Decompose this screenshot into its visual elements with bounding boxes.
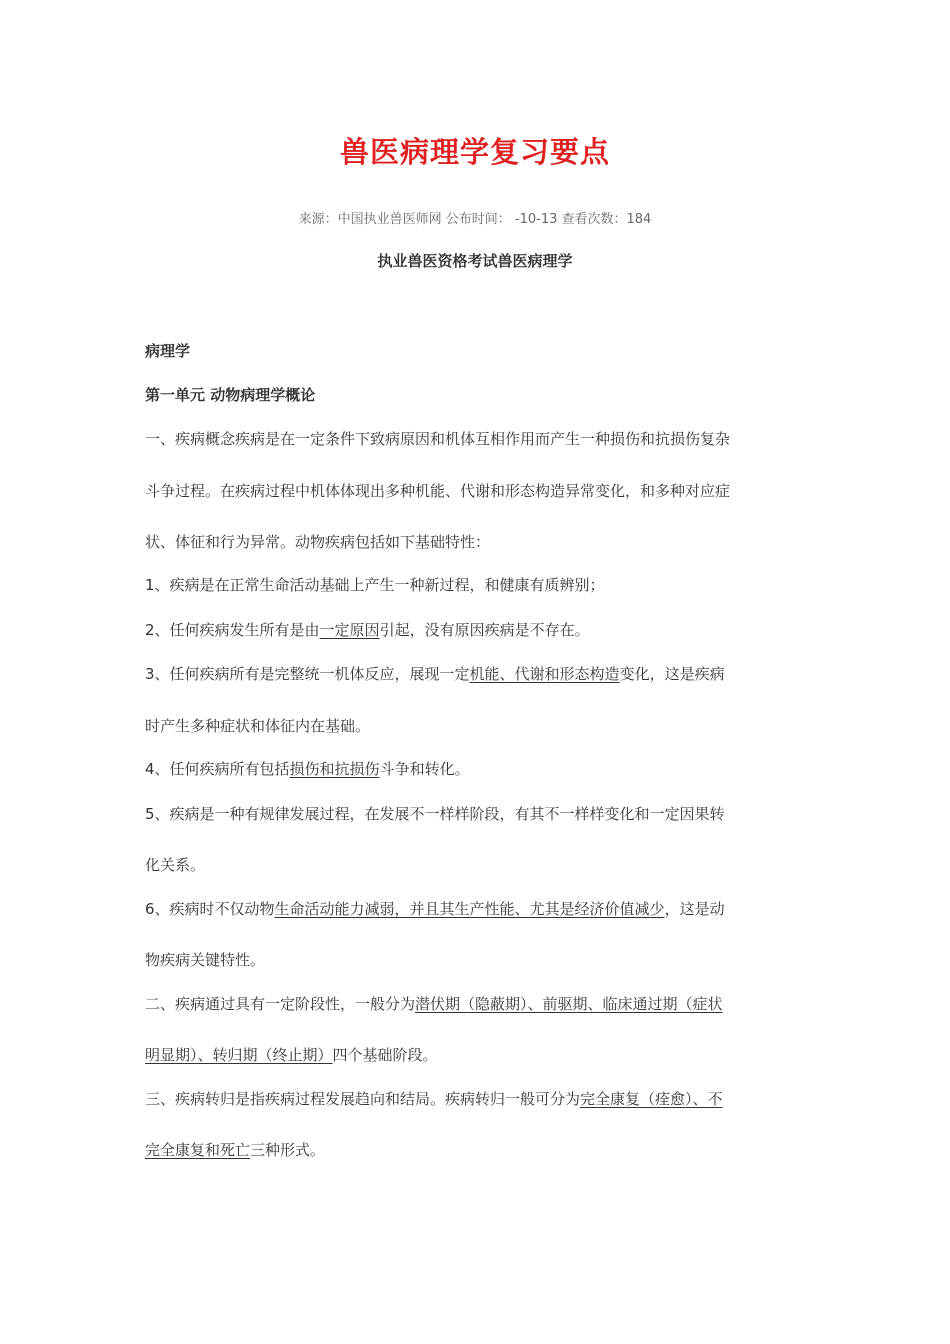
list-item [145, 758, 805, 779]
underlined-term: 完全康复（痊愈）、不 [580, 1090, 723, 1108]
list-item: 5、疾病是一种有规律发展过程，在发展不一样样阶段，有其不一样样变化和一定因果转 [145, 805, 725, 823]
text-run: 二、疾病通过具有一定阶段性，一般分为 [145, 995, 416, 1013]
paragraph-line [145, 1139, 805, 1160]
underlined-term: 生命活动能力减弱，并且其生产性能、尤其是经济价值减少 [274, 900, 665, 918]
list-item [145, 898, 805, 919]
underlined-term: 一定原因 [319, 621, 380, 639]
paragraph-line: 状、体征和行为异常。动物疾病包括如下基础特性： [145, 533, 491, 551]
text-run: 3、任何疾病所有是完整统一机体反应，展现一定 [145, 665, 470, 683]
paragraph-line: 一、疾病概念疾病是在一定条件下致病原因和机体互相作用而产生一种损伤和抗损伤复杂 [145, 430, 731, 448]
article-subtitle: 执业兽医资格考试兽医病理学 [377, 252, 573, 270]
underlined-term: 完全康复和死亡 [145, 1141, 251, 1159]
article-meta: 来源：中国执业兽医师网 公布时间： -10-13 查看次数：184 [298, 212, 652, 227]
list-item [145, 619, 805, 640]
underlined-term: 机能、代谢和形态构造 [469, 665, 620, 683]
text-run: 2、任何疾病发生所有是由 [145, 621, 320, 639]
text-run: ，这是动 [664, 900, 725, 918]
text-run: 4、任何疾病所有包括 [145, 760, 290, 778]
text-run: 引起，没有原因疾病是不存在。 [379, 621, 590, 639]
list-item: 1、疾病是在正常生命活动基础上产生一种新过程，和健康有质辨别； [145, 576, 605, 594]
list-item [145, 663, 805, 684]
text-run: 三、疾病转归是指疾病过程发展趋向和结局。疾病转归一般可分为 [145, 1090, 581, 1108]
text-run: 6、疾病时不仅动物 [145, 900, 275, 918]
paragraph-line: 斗争过程。在疾病过程中机体体现出多种机能、代谢和形态构造异常变化，和多种对应症 [145, 482, 731, 500]
paragraph-line: 时产生多种症状和体征内在基础。 [145, 717, 371, 735]
text-run: 变化，这是疾病 [619, 665, 725, 683]
paragraph-line [145, 1088, 805, 1109]
text-run: 四个基础阶段。 [332, 1046, 438, 1064]
paragraph-line: 物疾病关键特性。 [145, 951, 266, 969]
paragraph-line [145, 993, 805, 1014]
underlined-term: 潜伏期（隐蔽期）、前驱期、临床通过期（症状 [415, 995, 723, 1013]
text-run: 斗争和转化。 [379, 760, 470, 778]
paragraph-line [145, 1044, 805, 1065]
unit-heading: 第一单元 动物病理学概论 [145, 386, 316, 404]
underlined-term: 明显期）、转归期（终止期） [145, 1046, 333, 1064]
text-run: 三种形式。 [250, 1141, 326, 1159]
paragraph-line: 化关系。 [145, 856, 206, 874]
underlined-term: 损伤和抗损伤 [289, 760, 380, 778]
page-title: 兽医病理学复习要点 [339, 135, 610, 169]
section-label: 病理学 [145, 342, 191, 360]
